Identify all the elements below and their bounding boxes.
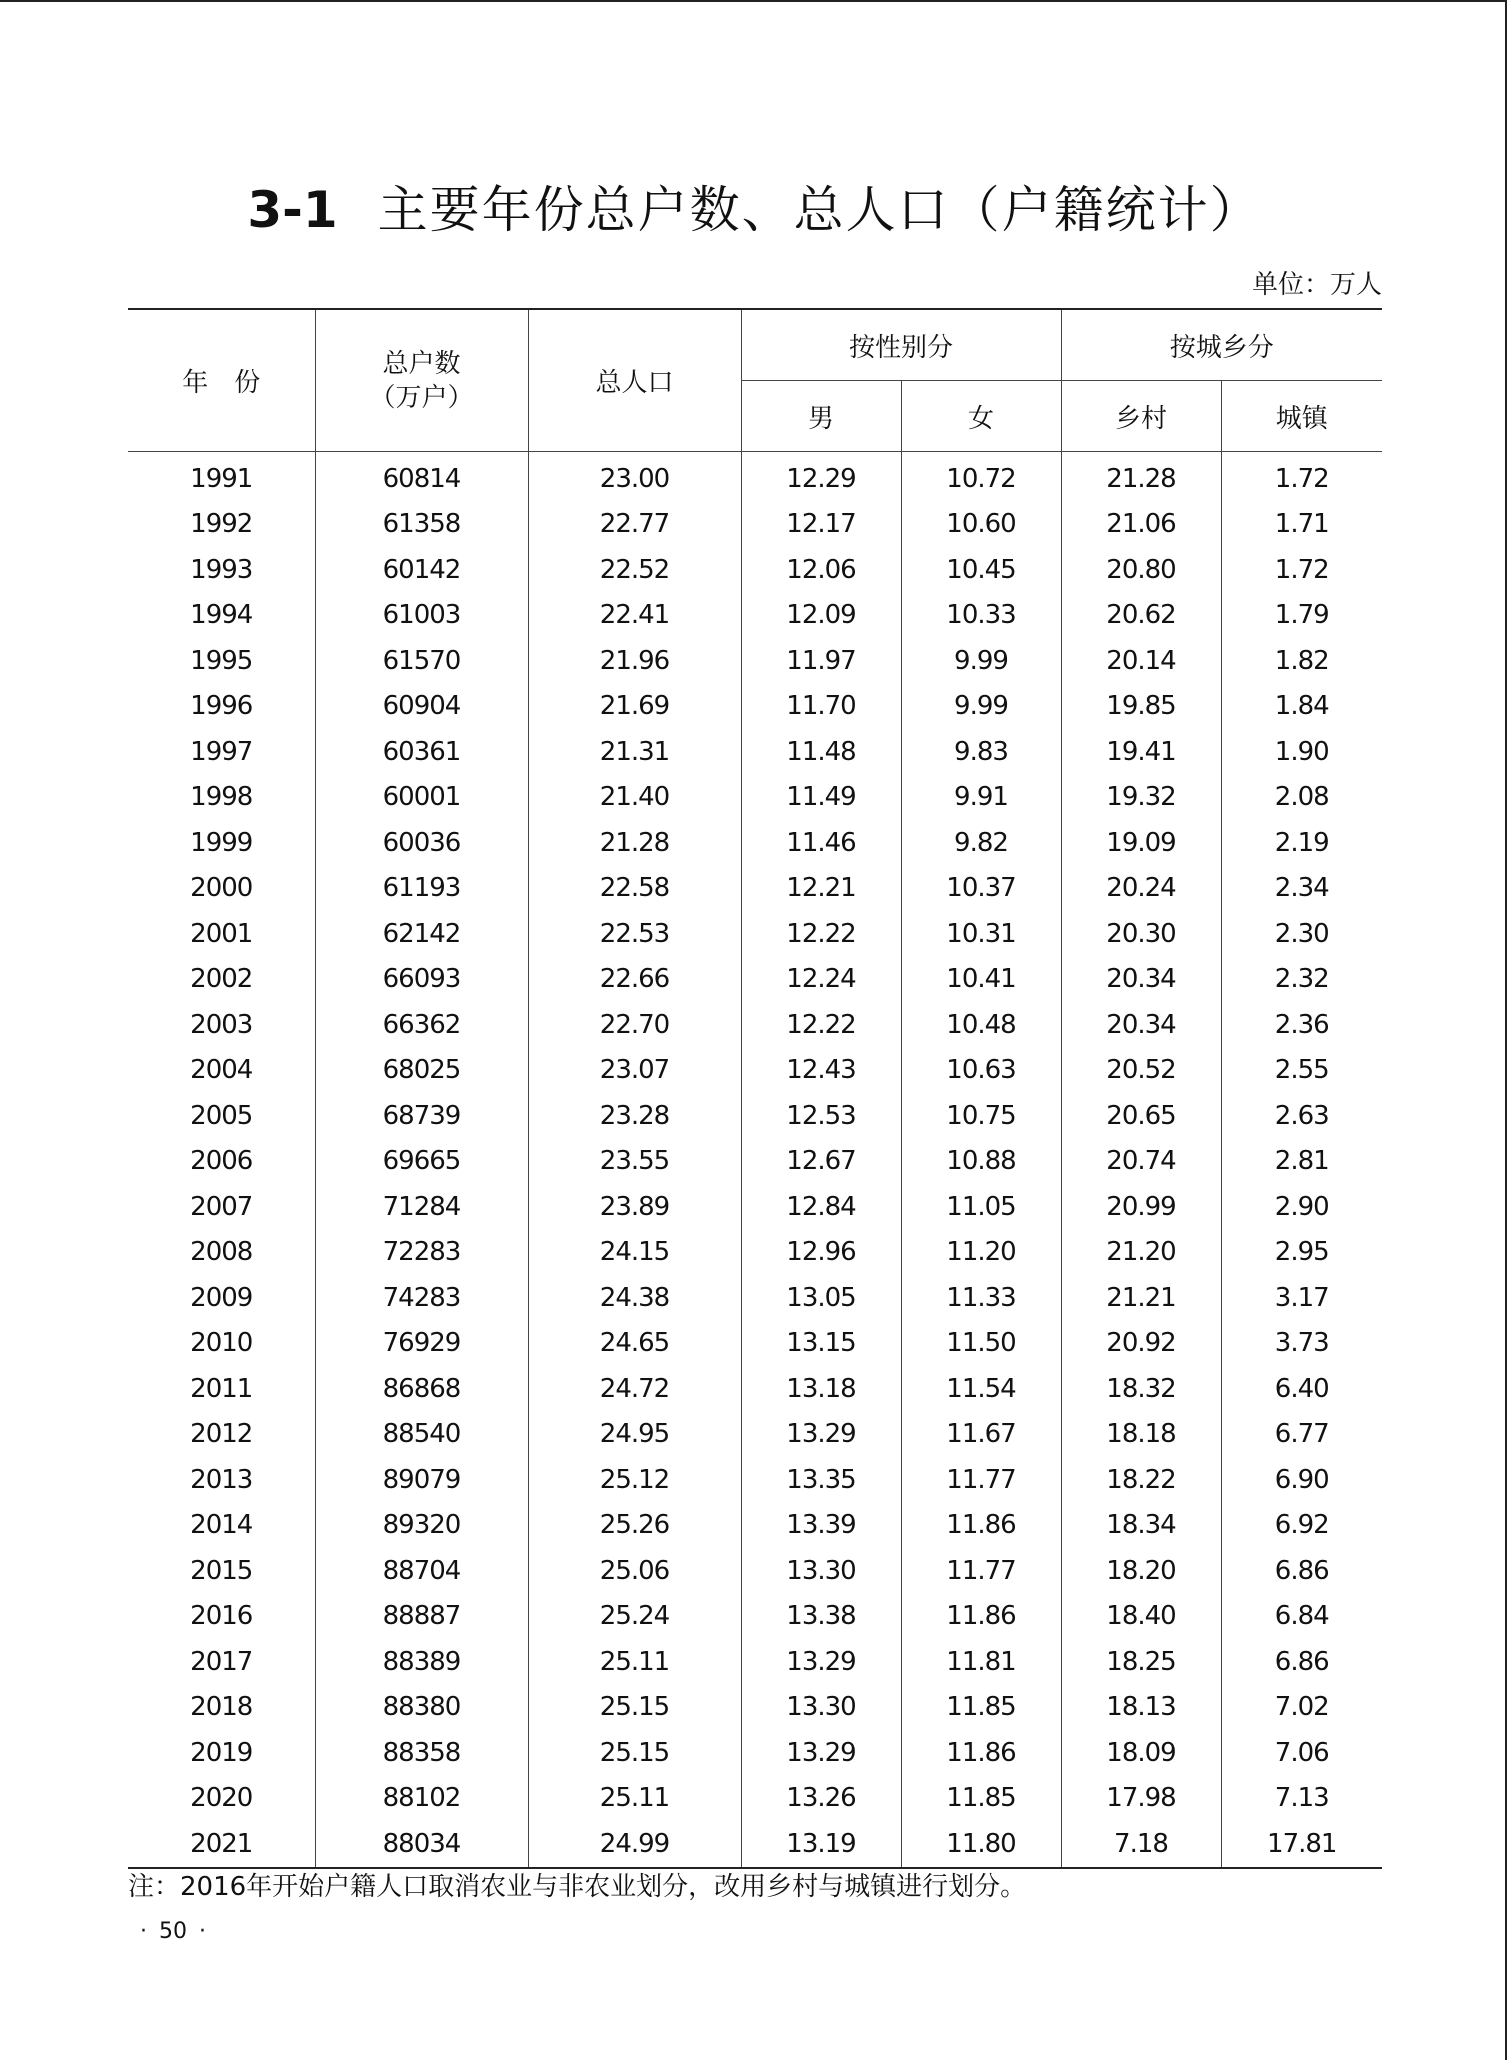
male-cell: 13.29 <box>741 1412 901 1458</box>
female-cell: 10.31 <box>901 911 1061 957</box>
table-row <box>128 1366 1382 1412</box>
population-cell: 24.95 <box>528 1412 741 1458</box>
population-cell: 22.41 <box>528 593 741 639</box>
rural-cell: 7.18 <box>1061 1821 1221 1868</box>
table-title-text: 主要年份总户数、总人口（户籍统计） <box>377 181 1262 239</box>
population-cell: 25.24 <box>528 1594 741 1640</box>
population-cell: 22.52 <box>528 547 741 593</box>
population-cell: 22.53 <box>528 911 741 957</box>
population-cell: 24.65 <box>528 1321 741 1367</box>
female-cell: 10.45 <box>901 547 1061 593</box>
female-cell: 11.86 <box>901 1503 1061 1549</box>
population-cell: 21.31 <box>528 729 741 775</box>
female-cell: 10.48 <box>901 1002 1061 1048</box>
male-cell: 13.26 <box>741 1776 901 1822</box>
table-row <box>128 1184 1382 1230</box>
urban-cell: 2.36 <box>1221 1002 1382 1048</box>
male-cell: 13.38 <box>741 1594 901 1640</box>
table-row <box>128 1594 1382 1640</box>
households-cell: 60814 <box>315 452 528 502</box>
table-row <box>128 1685 1382 1731</box>
table-row <box>128 1275 1382 1321</box>
households-cell: 61358 <box>315 502 528 548</box>
female-cell: 11.81 <box>901 1639 1061 1685</box>
rural-cell: 20.74 <box>1061 1139 1221 1185</box>
year-cell: 2007 <box>190 1191 253 1222</box>
rural-cell: 18.25 <box>1061 1639 1221 1685</box>
population-cell: 24.15 <box>528 1230 741 1276</box>
male-cell: 12.96 <box>741 1230 901 1276</box>
year-cell: 2004 <box>190 1055 253 1086</box>
households-cell: 68025 <box>315 1048 528 1094</box>
households-cell: 61193 <box>315 866 528 912</box>
rural-cell: 20.65 <box>1061 1093 1221 1139</box>
households-cell: 66362 <box>315 1002 528 1048</box>
female-cell: 11.80 <box>901 1821 1061 1868</box>
table-row <box>128 957 1382 1003</box>
population-cell: 22.58 <box>528 866 741 912</box>
header-rural: 乡村 <box>1061 381 1221 452</box>
year-cell: 2016 <box>190 1601 253 1632</box>
households-cell: 60036 <box>315 820 528 866</box>
header-households-line1: 总户数 <box>382 348 461 379</box>
rural-cell: 21.06 <box>1061 502 1221 548</box>
population-table <box>128 308 1382 1869</box>
urban-cell: 1.72 <box>1221 547 1382 593</box>
households-cell: 86868 <box>315 1366 528 1412</box>
population-cell: 25.15 <box>528 1730 741 1776</box>
population-cell: 25.15 <box>528 1685 741 1731</box>
male-cell: 12.29 <box>741 452 901 502</box>
rural-cell: 21.28 <box>1061 452 1221 502</box>
urban-cell: 2.19 <box>1221 820 1382 866</box>
population-cell: 21.69 <box>528 684 741 730</box>
table-row <box>128 638 1382 684</box>
households-cell: 88540 <box>315 1412 528 1458</box>
rural-cell: 20.62 <box>1061 593 1221 639</box>
rural-cell: 20.92 <box>1061 1321 1221 1367</box>
table-row <box>128 1321 1382 1367</box>
table-row <box>128 1048 1382 1094</box>
households-cell: 88887 <box>315 1594 528 1640</box>
households-cell: 88102 <box>315 1776 528 1822</box>
header-population: 总人口 <box>528 309 741 452</box>
urban-cell: 6.90 <box>1221 1457 1382 1503</box>
rural-cell: 18.13 <box>1061 1685 1221 1731</box>
female-cell: 9.99 <box>901 684 1061 730</box>
table-row <box>128 593 1382 639</box>
table-row <box>128 1730 1382 1776</box>
rural-cell: 20.14 <box>1061 638 1221 684</box>
population-cell: 23.07 <box>528 1048 741 1094</box>
households-cell: 88704 <box>315 1548 528 1594</box>
male-cell: 11.97 <box>741 638 901 684</box>
urban-cell: 1.84 <box>1221 684 1382 730</box>
population-cell: 25.11 <box>528 1639 741 1685</box>
male-cell: 12.21 <box>741 866 901 912</box>
male-cell: 13.15 <box>741 1321 901 1367</box>
population-cell: 23.28 <box>528 1093 741 1139</box>
urban-cell: 1.82 <box>1221 638 1382 684</box>
rural-cell: 20.52 <box>1061 1048 1221 1094</box>
header-urban: 城镇 <box>1221 381 1382 452</box>
year-cell: 2006 <box>190 1146 253 1177</box>
year-cell: 1992 <box>190 509 253 540</box>
male-cell: 12.22 <box>741 911 901 957</box>
urban-cell: 2.55 <box>1221 1048 1382 1094</box>
population-cell: 25.26 <box>528 1503 741 1549</box>
households-cell: 61003 <box>315 593 528 639</box>
unit-label: 单位：万人 <box>1251 270 1382 300</box>
households-cell: 88034 <box>315 1821 528 1868</box>
urban-cell: 1.71 <box>1221 502 1382 548</box>
male-cell: 12.22 <box>741 1002 901 1048</box>
year-cell: 1991 <box>190 463 253 494</box>
table-header <box>128 309 1382 452</box>
population-cell: 23.89 <box>528 1184 741 1230</box>
male-cell: 13.30 <box>741 1685 901 1731</box>
population-cell: 21.96 <box>528 638 741 684</box>
urban-cell: 1.79 <box>1221 593 1382 639</box>
male-cell: 12.67 <box>741 1139 901 1185</box>
table-row <box>128 820 1382 866</box>
header-male: 男 <box>741 381 901 452</box>
households-cell: 88358 <box>315 1730 528 1776</box>
year-cell: 2010 <box>190 1328 253 1359</box>
female-cell: 10.37 <box>901 866 1061 912</box>
header-households <box>315 309 528 452</box>
female-cell: 11.54 <box>901 1366 1061 1412</box>
urban-cell: 7.13 <box>1221 1776 1382 1822</box>
table-row <box>128 1093 1382 1139</box>
population-cell: 22.70 <box>528 1002 741 1048</box>
urban-cell: 3.73 <box>1221 1321 1382 1367</box>
table-body <box>128 452 1382 1868</box>
urban-cell: 6.86 <box>1221 1548 1382 1594</box>
population-cell: 21.28 <box>528 820 741 866</box>
table-row <box>128 1139 1382 1185</box>
female-cell: 11.77 <box>901 1548 1061 1594</box>
table-row <box>128 684 1382 730</box>
male-cell: 13.19 <box>741 1821 901 1868</box>
year-cell: 2021 <box>128 1821 315 1868</box>
table-row <box>128 729 1382 775</box>
year-cell: 2008 <box>190 1237 253 1268</box>
table-row <box>128 775 1382 821</box>
male-cell: 13.30 <box>741 1548 901 1594</box>
urban-cell: 6.40 <box>1221 1366 1382 1412</box>
male-cell: 12.43 <box>741 1048 901 1094</box>
rural-cell: 20.34 <box>1061 1002 1221 1048</box>
urban-cell: 2.81 <box>1221 1139 1382 1185</box>
urban-cell: 3.17 <box>1221 1275 1382 1321</box>
households-cell: 76929 <box>315 1321 528 1367</box>
male-cell: 11.48 <box>741 729 901 775</box>
female-cell: 10.63 <box>901 1048 1061 1094</box>
population-cell: 21.40 <box>528 775 741 821</box>
header-year: 年 份 <box>128 309 315 452</box>
header-by-area: 按城乡分 <box>1061 309 1382 381</box>
year-cell: 2000 <box>190 873 253 904</box>
rural-cell: 20.34 <box>1061 957 1221 1003</box>
female-cell: 9.99 <box>901 638 1061 684</box>
male-cell: 13.39 <box>741 1503 901 1549</box>
female-cell: 11.67 <box>901 1412 1061 1458</box>
page-number <box>128 1917 218 1947</box>
table-row <box>128 502 1382 548</box>
female-cell: 11.05 <box>901 1184 1061 1230</box>
female-cell: 10.41 <box>901 957 1061 1003</box>
female-cell: 11.86 <box>901 1594 1061 1640</box>
urban-cell: 1.72 <box>1221 452 1382 502</box>
rural-cell: 20.24 <box>1061 866 1221 912</box>
households-cell: 60001 <box>315 775 528 821</box>
urban-cell: 6.77 <box>1221 1412 1382 1458</box>
table-row <box>128 452 1382 502</box>
female-cell: 10.33 <box>901 593 1061 639</box>
female-cell: 10.88 <box>901 1139 1061 1185</box>
male-cell: 13.35 <box>741 1457 901 1503</box>
page-dot-left: · <box>140 1919 147 1944</box>
female-cell: 11.85 <box>901 1776 1061 1822</box>
rural-cell: 21.20 <box>1061 1230 1221 1276</box>
male-cell: 13.29 <box>741 1730 901 1776</box>
table-row <box>128 1457 1382 1503</box>
male-cell: 12.53 <box>741 1093 901 1139</box>
male-cell: 12.09 <box>741 593 901 639</box>
population-cell: 24.72 <box>528 1366 741 1412</box>
year-cell: 2018 <box>190 1692 253 1723</box>
households-cell: 88389 <box>315 1639 528 1685</box>
rural-cell: 18.18 <box>1061 1412 1221 1458</box>
female-cell: 9.83 <box>901 729 1061 775</box>
year-cell: 2012 <box>190 1419 253 1450</box>
female-cell: 9.82 <box>901 820 1061 866</box>
table-row <box>128 1776 1382 1822</box>
urban-cell: 2.63 <box>1221 1093 1382 1139</box>
urban-cell: 1.90 <box>1221 729 1382 775</box>
year-cell: 2013 <box>190 1464 253 1495</box>
year-cell: 2009 <box>190 1282 253 1313</box>
households-cell: 74283 <box>315 1275 528 1321</box>
year-cell: 2011 <box>190 1373 253 1404</box>
households-cell: 60361 <box>315 729 528 775</box>
urban-cell: 2.34 <box>1221 866 1382 912</box>
table-row <box>128 1412 1382 1458</box>
rural-cell: 19.85 <box>1061 684 1221 730</box>
female-cell: 11.77 <box>901 1457 1061 1503</box>
rural-cell: 19.09 <box>1061 820 1221 866</box>
population-cell: 24.38 <box>528 1275 741 1321</box>
year-cell: 2019 <box>190 1737 253 1768</box>
male-cell: 13.05 <box>741 1275 901 1321</box>
population-cell: 25.12 <box>528 1457 741 1503</box>
households-cell: 60904 <box>315 684 528 730</box>
urban-cell: 7.02 <box>1221 1685 1382 1731</box>
female-cell: 11.50 <box>901 1321 1061 1367</box>
page-title <box>0 178 1509 242</box>
female-cell: 11.85 <box>901 1685 1061 1731</box>
urban-cell: 2.95 <box>1221 1230 1382 1276</box>
population-cell: 22.66 <box>528 957 741 1003</box>
page-number-value: 50 <box>159 1919 187 1944</box>
year-cell: 2014 <box>190 1510 253 1541</box>
male-cell: 11.46 <box>741 820 901 866</box>
table-row <box>128 547 1382 593</box>
households-cell: 62142 <box>315 911 528 957</box>
rural-cell: 21.21 <box>1061 1275 1221 1321</box>
year-cell: 1996 <box>190 691 253 722</box>
urban-cell: 6.92 <box>1221 1503 1382 1549</box>
footnote: 注：2016年开始户籍人口取消农业与非农业划分，改用乡村与城镇进行划分。 <box>128 1872 1027 1902</box>
female-cell: 9.91 <box>901 775 1061 821</box>
table-number: 3-1 <box>247 181 338 239</box>
households-cell: 71284 <box>315 1184 528 1230</box>
urban-cell: 7.06 <box>1221 1730 1382 1776</box>
table-row <box>128 1503 1382 1549</box>
male-cell: 12.24 <box>741 957 901 1003</box>
population-cell: 22.77 <box>528 502 741 548</box>
year-cell: 1995 <box>190 645 253 676</box>
male-cell: 12.06 <box>741 547 901 593</box>
female-cell: 11.20 <box>901 1230 1061 1276</box>
table-row <box>128 1821 1382 1868</box>
female-cell: 10.60 <box>901 502 1061 548</box>
year-cell: 1993 <box>190 554 253 585</box>
households-cell: 68739 <box>315 1093 528 1139</box>
header-households-line2: （万户） <box>369 382 474 413</box>
households-cell: 89320 <box>315 1503 528 1549</box>
year-cell: 2015 <box>190 1555 253 1586</box>
population-cell: 25.11 <box>528 1776 741 1822</box>
rural-cell: 18.09 <box>1061 1730 1221 1776</box>
rural-cell: 18.40 <box>1061 1594 1221 1640</box>
households-cell: 88380 <box>315 1685 528 1731</box>
rural-cell: 18.32 <box>1061 1366 1221 1412</box>
rural-cell: 20.99 <box>1061 1184 1221 1230</box>
year-cell: 2020 <box>190 1783 253 1814</box>
rural-cell: 17.98 <box>1061 1776 1221 1822</box>
rural-cell: 20.80 <box>1061 547 1221 593</box>
table-row <box>128 866 1382 912</box>
rural-cell: 19.32 <box>1061 775 1221 821</box>
population-cell: 23.55 <box>528 1139 741 1185</box>
population-cell: 24.99 <box>528 1821 741 1868</box>
urban-cell: 2.90 <box>1221 1184 1382 1230</box>
households-cell: 61570 <box>315 638 528 684</box>
male-cell: 13.29 <box>741 1639 901 1685</box>
urban-cell: 6.86 <box>1221 1639 1382 1685</box>
table-row <box>128 1230 1382 1276</box>
page-dot-right: · <box>199 1919 206 1944</box>
male-cell: 12.17 <box>741 502 901 548</box>
urban-cell: 17.81 <box>1221 1821 1382 1868</box>
female-cell: 11.33 <box>901 1275 1061 1321</box>
female-cell: 11.86 <box>901 1730 1061 1776</box>
year-cell: 2002 <box>190 964 253 995</box>
year-cell: 1994 <box>190 600 253 631</box>
year-cell: 1999 <box>190 827 253 858</box>
header-female: 女 <box>901 381 1061 452</box>
rural-cell: 20.30 <box>1061 911 1221 957</box>
urban-cell: 2.32 <box>1221 957 1382 1003</box>
rural-cell: 18.34 <box>1061 1503 1221 1549</box>
table-row <box>128 1002 1382 1048</box>
households-cell: 66093 <box>315 957 528 1003</box>
male-cell: 11.70 <box>741 684 901 730</box>
rural-cell: 19.41 <box>1061 729 1221 775</box>
table-row <box>128 911 1382 957</box>
households-cell: 89079 <box>315 1457 528 1503</box>
year-cell: 2005 <box>190 1100 253 1131</box>
female-cell: 10.75 <box>901 1093 1061 1139</box>
urban-cell: 2.08 <box>1221 775 1382 821</box>
female-cell: 10.72 <box>901 452 1061 502</box>
male-cell: 11.49 <box>741 775 901 821</box>
households-cell: 72283 <box>315 1230 528 1276</box>
households-cell: 69665 <box>315 1139 528 1185</box>
urban-cell: 2.30 <box>1221 911 1382 957</box>
table-row <box>128 1548 1382 1594</box>
male-cell: 12.84 <box>741 1184 901 1230</box>
header-by-sex: 按性别分 <box>741 309 1061 381</box>
year-cell: 1998 <box>190 782 253 813</box>
male-cell: 13.18 <box>741 1366 901 1412</box>
year-cell: 2017 <box>190 1646 253 1677</box>
year-cell: 1997 <box>190 736 253 767</box>
rural-cell: 18.20 <box>1061 1548 1221 1594</box>
table-row <box>128 1639 1382 1685</box>
urban-cell: 6.84 <box>1221 1594 1382 1640</box>
households-cell: 60142 <box>315 547 528 593</box>
year-cell: 2001 <box>190 918 253 949</box>
year-cell: 2003 <box>190 1009 253 1040</box>
population-cell: 23.00 <box>528 452 741 502</box>
rural-cell: 18.22 <box>1061 1457 1221 1503</box>
population-cell: 25.06 <box>528 1548 741 1594</box>
